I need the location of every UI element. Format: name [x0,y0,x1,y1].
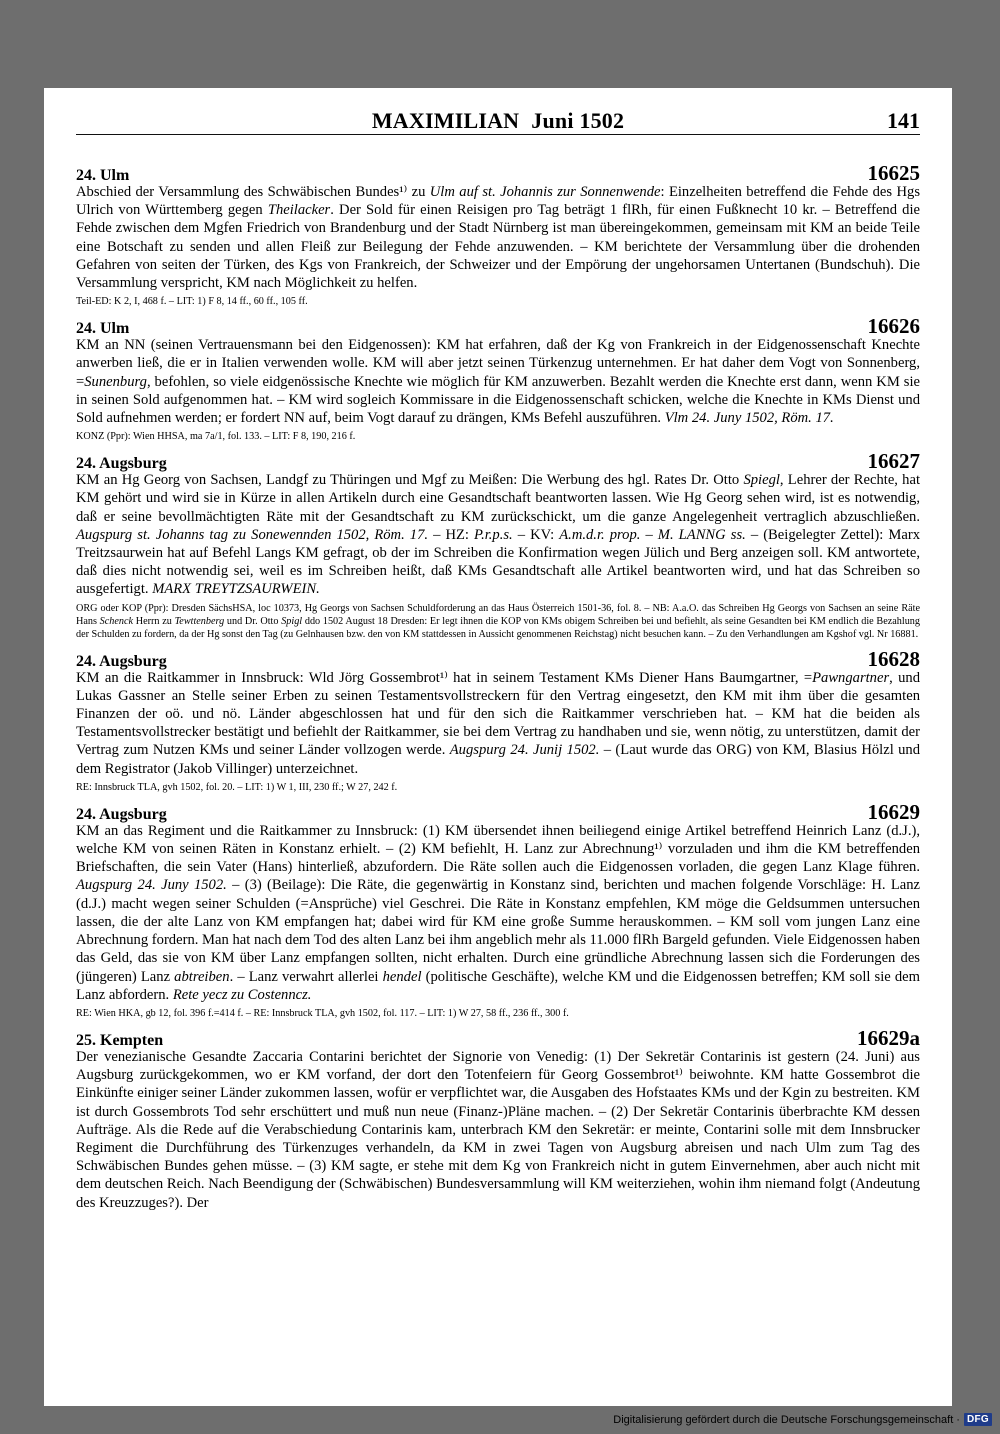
dfg-logo: DFG [964,1413,992,1426]
italic-text-segment: A.m.d.r. prop. – M. LANNG ss. [559,526,746,543]
text-segment: , befohlen, so viele eidgenössische Knechte wie möglich für KM anzuwerben. Bezahlt werden die Knechte erst dann, wenn KM sie in seinen Sold aufgenommen hat. – KM wird sogleich Kommissare in die Eidgenossenschaft schicken, welche die Knechte in KMs Dienst und Sold aufnehmen werden; er fordert NN auf, beim Vogt darauf zu drängen, KMs Befehl auszuführen. [76,373,920,427]
header-title-block [76,108,920,134]
italic-text-segment: Schenck [99,615,134,627]
entry-heading [76,1026,920,1048]
italic-text-segment: Tewttenberg [174,615,225,627]
italic-text-segment: Augspurg st. Johanns tag zu Sonewennden 1502, Röm. 17. [76,526,429,543]
text-segment: – HZ: [428,526,475,543]
regest-entry [76,1026,920,1212]
text-segment: KM an die Raitkammer in Innsbruck: Wld Jörg Gossembrot¹⁾ hat in seinem Testament KMs Diener Hans Baumgartner, = [76,669,813,686]
entry-body [76,1048,920,1212]
entry-heading [76,314,920,339]
italic-text-segment: Augspurg 24. Junij 1502. [449,742,600,759]
entry-heading [76,161,920,183]
footer-credit [613,1413,992,1426]
entry-number: 16629a [857,1025,920,1050]
entry-body [76,471,920,598]
text-segment: Abschied der Versammlung des Schwäbischen Bundes¹⁾ zu [76,184,430,200]
entry-date-place: 24. Ulm [76,320,130,338]
entry-body [76,822,920,1004]
entry-references [76,602,920,641]
text-segment: ORG oder KOP (Ppr): Dresden SächsHSA, loc 10373, Hg Georgs von Sachsen Schuldforderung an das Haus Österreich 1501-36, fol. 8. – NB: A.a.O. das Schreiben Hg Georgs von Sachsen an seine Räte Hans [76,602,920,627]
italic-text-segment: abtreiben [174,968,230,985]
text-segment: – (3) (Beilage): Die Räte, die gegenwärtig in Konstanz sind, berichten und machen folgende Vorschläge: H. Lanz (d.J.) macht wegen seiner Schulden (=Ansprüche) viel Geschrei. Die Räte in Konstanz empfehlen, KM möge die Geldsummen untersuchen lassen, die der alte Lanz von KM empfangen hat; dabei wird für KM eine große Summe herauskommen. – KM soll vom jungen Lanz eine Abrechnung fordern. Man hat nach dem Tod des alten Lanz bei ihm angeblich mehr als 11.000 flRh Bargeld gefunden. Viele Eidgenossen haben das Geld, das sie von KM über Lanz empfangen sollten, nicht erhalten. Durch eine gründliche Abrechnung lassen sich die Forderungen des (jüngeren) Lanz [76,877,920,985]
regest-entry [76,449,920,640]
entry-references: RE: Wien HKA, gb 12, fol. 396 f.=414 f. – RE: Innsbruck TLA, gvh 1502, fol. 117. – LIT: 1) W 27, 58 ff., 236 ff., 300 f. [76,1007,569,1019]
text-segment: , und Lukas Gassner an Stelle seiner Erben zu seinen Testamentsvollstreckern für den Vertrag eingesetzt, den KM mit ihm über die gesamten Finanzen der oö. und nö. Länder abgeschlossen hat und für den sich die Raitkammer verschrieben hat. – KM hat die beiden als Testamentsvollstrecker bestätigt und befiehlt der Raitkammer, sie bei dem Vertrag zu handhaben und sie, wenn nötig, zu unterstützen, damit der Vertrag zum Nutzen KMs und seiner Länder vollzogen werde. [76,669,921,759]
text-segment: ddo 1502 August 18 Dresden: Er legt ihnen die KOP von KMs obigem Schreiben bei und befiehlt, als seine Gesandten bei KM endlich die Bezahlung der Schulden zu fordern, da der Hg sonst den Tag (zu Gelnhausen bzw. den von KM stattdessen in Aussicht genommenen Reichstag) nicht besuchen kann. – Zu den Verhandlungen am Kgshof vgl. Nr 16881. [76,615,920,640]
header-month: Juni 1502 [531,108,625,133]
text-segment: , Lehrer der Rechte, hat KM gehört und wird sie in Kürze in allen Artikeln durch eine Gesandtschaft beantworten lassen. Wie Hg Georg sehen wird, ist es notwendig, daß er seine bevollmächtigten Räte mit der Gesandtschaft zu KM zurückschickt, um die ganze Angelegenheit vertraglich abzuschließen. [76,472,920,525]
italic-text-segment: MARX TREYTZSAURWEIN. [152,581,320,598]
entry-references: Teil-ED: K 2, I, 468 f. – LIT: 1) F 8, 14 ff., 60 ff., 105 ff. [76,296,308,308]
entry-heading [76,647,920,669]
text-segment: und Dr. Otto [224,615,282,627]
document-page [76,104,920,1218]
entry-date-place: 24. Augsburg [76,652,167,670]
entry-number: 16626 [867,314,920,339]
text-segment: – (Beigelegter Zettel): Marx Treitzsaurwein hat auf Befehl Langs KM gefragt, ob der im Schreiben die Konfirmation wegen Jülich und Berg anzeigen soll. KM antwortete, daß dies nicht notwendig sei, weil es im Schreiben heißt, daß KMs Gesandtschaft alle Artikel beantworten wird, und hat das Schreiben so ausgefertigt. [76,526,920,598]
entry-references: RE: Innsbruck TLA, gvh 1502, fol. 20. – LIT: 1) W 1, III, 230 ff.; W 27, 242 f. [76,781,398,793]
text-segment: Herrn zu [133,615,175,627]
regest-entry [76,161,920,308]
text-segment: – (Laut wurde das ORG) von KM, Blasius Hölzl und dem Registrator (Jakob Villinger) unterzeichnet. [76,742,921,777]
entry-date-place: 24. Ulm [76,167,130,184]
entry-number: 16625 [867,161,920,185]
regest-entry [76,800,920,1020]
italic-text-segment: Augspurg 24. Juny 1502. [76,877,227,894]
italic-text-segment: hendel [382,968,422,985]
regest-entry [76,314,920,443]
italic-text-segment: Spigl [281,615,303,627]
text-segment: KM an NN (seinen Vertrauensmann bei den Eidgenossen): KM hat erfahren, daß der Kg von Frankreich in der Eidgenossenschaft Knechte anwerben ließ, die er in Italien verwenden wolle. KM will aber jetzt seinen Türkenzug unternehmen. Er hat daher dem Vogt von Sonnenberg, = [76,337,920,390]
regest-entry [76,647,920,794]
italic-text-segment: Sunenburg [84,373,147,390]
entry-date-place: 24. Augsburg [76,805,167,823]
text-segment: KM an das Regiment und die Raitkammer zu Innsbruck: (1) KM übersendet ihnen beiliegend einige Artikel betreffend Heinrich Lanz (d.J.), welche KM von seinen Räten in Konstanz erhielt. – (2) KM befiehlt, H. Lanz zur Abrechnung¹⁾ vorzuladen und ihm die KM betreffenden Briefschaften, die sein Vater (Hans) hinterließ, abzufordern. Die Räte sollen auch die Eidgenossen vorladen, die gegen Lanz Klage führen. [76,822,920,876]
entry-body [76,669,920,778]
italic-text-segment: P.r.p.s. [474,526,513,543]
entry-number: 16629 [867,799,920,824]
text-segment: . – Lanz verwahrt allerlei [229,968,383,985]
italic-text-segment: Theilacker [267,202,331,219]
italic-text-segment: Vlm 24. Juny 1502, Röm. 17. [664,410,834,427]
entry-number: 16627 [867,449,920,474]
text-segment: : Einzelheiten betreffend die Fehde des Hgs Ulrich von Württemberg gegen [76,184,920,219]
italic-text-segment: Pawngartner [812,669,890,686]
running-header [76,104,920,135]
entries-list [76,161,920,1212]
page-number: 141 [887,108,920,133]
entry-heading [76,449,920,474]
entry-body [76,183,920,292]
entry-date-place: 25. Kempten [76,1031,164,1049]
italic-text-segment: Rete yecz zu Costenncz. [172,986,312,1003]
text-segment: Der venezianische Gesandte Zaccaria Contarini berichtet der Signorie von Venedig: (1) Der Sekretär Contarinis ist gestern (24. Juni) aus Augsburg zurückgekommen, wo er KM vorfand, der dort den Totenfeiern für Georg Gossembrot¹⁾ beiwohnte. KM hatte Gossembrot die Einkünfte einiger seiner Länder zukommen lassen, wofür er verpflichtet war, die Ausgaben des Hofstaates KMs und der Kgin zu bestreiten. KM ist durch Gossembrots Tod sehr erschüttert und muß nun neue (Finanz-)Pläne machen. – (2) Der Sekretär Contarinis überbrachte KM dessen Aufträge. Als die Rede auf die Verabschiedung Contarinis kam, unterbrach KM den Sekretär: er meinte, Contarini solle mit dem Innsbrucker Regiment die Durchführung des Türkenzuges verhandeln, da KM in zwei Tagen von Augsburg abreisen und nach Ulm zum Tag des Schwäbischen Bundes gehen müsse. – (3) KM sagte, er stehe mit dem Kg von Frankreich nicht in gutem Einvernehmen, aber auch nicht mit dem deutschen Reich. Nach Beendigung der (Schwäbischen) Bundesversammlung will KM weiterziehen, wohin ihm niemand folgt (Andeutung des Kreuzzuges?). Der [76,1048,920,1211]
italic-text-segment: Spiegl [743,472,780,489]
entry-body [76,336,920,427]
italic-text-segment: Ulm auf st. Johannis zur Sonnenwende [429,184,661,200]
entry-date-place: 24. Augsburg [76,455,167,473]
entry-heading [76,800,920,822]
text-segment: (politische Geschäfte), welche KM und die Eidgenossen betreffen; KM soll sie dem Lanz abfordern. [76,968,920,1003]
footer-text: Digitalisierung gefördert durch die Deutsche Forschungsgemeinschaft · [613,1413,960,1426]
text-segment: – KV: [512,526,560,543]
header-title: MAXIMILIAN [371,108,520,133]
entry-number: 16628 [867,646,920,671]
text-segment: . Der Sold für einen Reisigen pro Tag beträgt 1 flRh, für einen Fußknecht 10 kr. – Betreffend die Fehde zwischen dem Mgfen Friedrich von Brandenburg und der Stadt Nürnberg ist man übereingekommen, gemeinsam mit KM an beide Teile eine Botschaft zu senden und allen Fleiß zur Beilegung der Fehde anzuwenden. – KM berichtete der Versammlung über die drohenden Gefahren von seiten der Türken, des Kgs von Frankreich, der Schweizer und der Empörung der ungehorsamen Untertanen (Bundschuh). Die Versammlung verspricht, KM nach Möglichkeit zu helfen. [76,202,920,292]
entry-references: KONZ (Ppr): Wien HHSA, ma 7a/1, fol. 133. – LIT: F 8, 190, 216 f. [76,431,356,443]
text-segment: KM an Hg Georg von Sachsen, Landgf zu Thüringen und Mgf zu Meißen: Die Werbung des hgl. Rates Dr. Otto [76,472,744,489]
